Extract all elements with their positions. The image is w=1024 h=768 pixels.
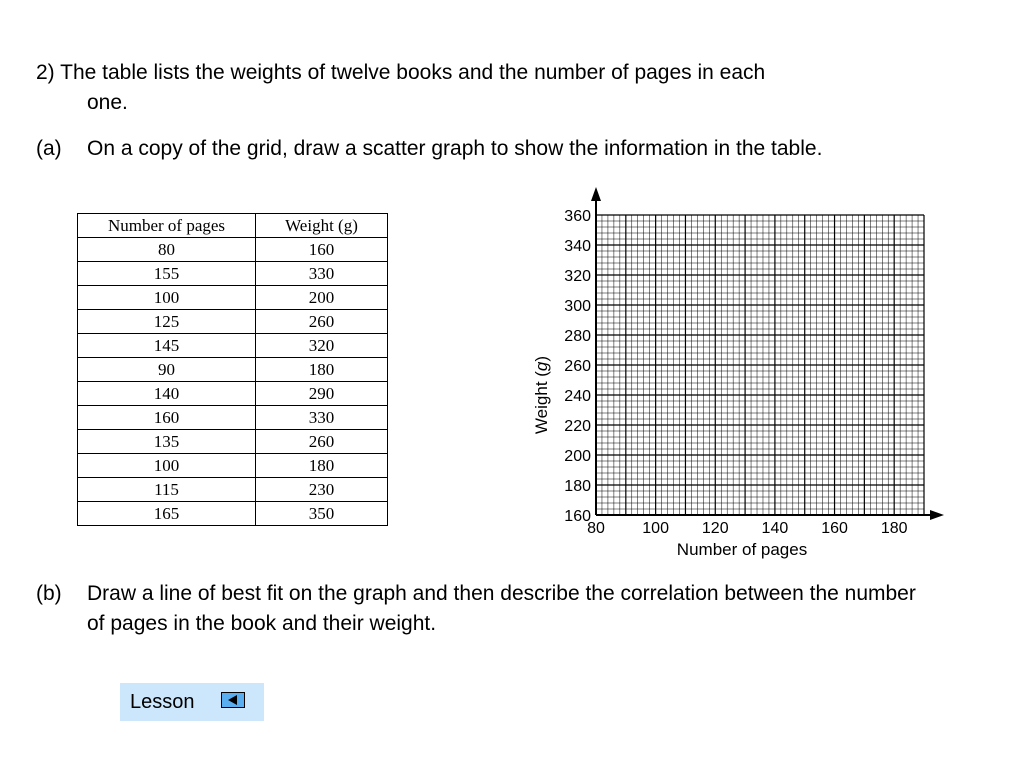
part-a-label: (a) — [36, 137, 62, 160]
cell-pages: 115 — [78, 478, 256, 502]
table-row — [78, 502, 388, 526]
y-tick-label: 160 — [564, 508, 591, 525]
table-row — [78, 310, 388, 334]
table-row — [78, 286, 388, 310]
cell-pages: 100 — [78, 454, 256, 478]
cell-pages: 160 — [78, 406, 256, 430]
data-table — [77, 213, 388, 526]
cell-pages: 155 — [78, 262, 256, 286]
table-row — [78, 406, 388, 430]
cell-weight: 160 — [256, 238, 388, 262]
x-tick-label: 140 — [761, 520, 789, 537]
y-tick-label: 260 — [564, 358, 591, 375]
question-intro-line2: one. — [87, 91, 128, 114]
y-tick-label: 220 — [564, 418, 591, 435]
x-axis-arrow — [930, 510, 944, 520]
cell-weight: 230 — [256, 478, 388, 502]
cell-pages: 140 — [78, 382, 256, 406]
cell-pages: 125 — [78, 310, 256, 334]
y-tick-label: 340 — [564, 238, 591, 255]
cell-weight: 260 — [256, 430, 388, 454]
y-tick-label: 240 — [564, 388, 591, 405]
part-a-text: On a copy of the grid, draw a scatter graph to show the information in the table. — [87, 137, 823, 160]
x-axis-title: Number of pages — [676, 540, 808, 559]
y-tick-label: 200 — [564, 448, 591, 465]
y-tick-label: 320 — [564, 268, 591, 285]
cell-weight: 330 — [256, 406, 388, 430]
table-row — [78, 454, 388, 478]
x-tick-label: 100 — [642, 520, 669, 537]
cell-pages: 165 — [78, 502, 256, 526]
question-intro-line1: 2) The table lists the weights of twelve books and the number of pages in each — [36, 61, 766, 84]
table-row — [78, 334, 388, 358]
lesson-button[interactable] — [120, 683, 264, 721]
cell-weight: 290 — [256, 382, 388, 406]
y-tick-label: 360 — [564, 208, 591, 225]
x-tick-label: 80 — [587, 520, 605, 537]
cell-weight: 180 — [256, 454, 388, 478]
lesson-button-label: Lesson — [130, 690, 195, 713]
y-tick-label: 280 — [564, 328, 591, 345]
cell-pages: 145 — [78, 334, 256, 358]
cell-weight: 320 — [256, 334, 388, 358]
x-tick-label: 120 — [701, 520, 729, 537]
part-b — [36, 579, 936, 639]
table-row — [78, 430, 388, 454]
table-row — [78, 358, 388, 382]
y-tick-label: 300 — [564, 298, 591, 315]
header-weight: Weight (g) — [256, 214, 388, 238]
table-row — [78, 478, 388, 502]
cell-weight: 330 — [256, 262, 388, 286]
cell-pages: 135 — [78, 430, 256, 454]
table-row — [78, 382, 388, 406]
x-tick-label: 160 — [821, 520, 848, 537]
part-b-text: Draw a line of best fit on the graph and then describe the correlation between the number of pages in the book and their weight. — [87, 582, 916, 635]
cell-weight: 180 — [256, 358, 388, 382]
y-axis-title: Weight (g) — [532, 355, 551, 435]
question-intro — [36, 58, 966, 118]
x-tick-label: 180 — [880, 520, 908, 537]
cell-pages: 80 — [78, 238, 256, 262]
cell-weight: 350 — [256, 502, 388, 526]
cell-pages: 100 — [78, 286, 256, 310]
table-row — [78, 262, 388, 286]
cell-pages: 90 — [78, 358, 256, 382]
part-a — [36, 134, 936, 164]
cell-weight: 200 — [256, 286, 388, 310]
table-header-row — [78, 214, 388, 238]
cell-weight: 260 — [256, 310, 388, 334]
left-arrow-icon — [221, 692, 245, 708]
scatter-grid — [520, 180, 950, 570]
y-tick-label: 180 — [564, 478, 591, 495]
header-pages: Number of pages — [78, 214, 256, 238]
table-row — [78, 238, 388, 262]
y-axis-arrow — [591, 187, 601, 201]
part-b-label: (b) — [36, 582, 62, 605]
